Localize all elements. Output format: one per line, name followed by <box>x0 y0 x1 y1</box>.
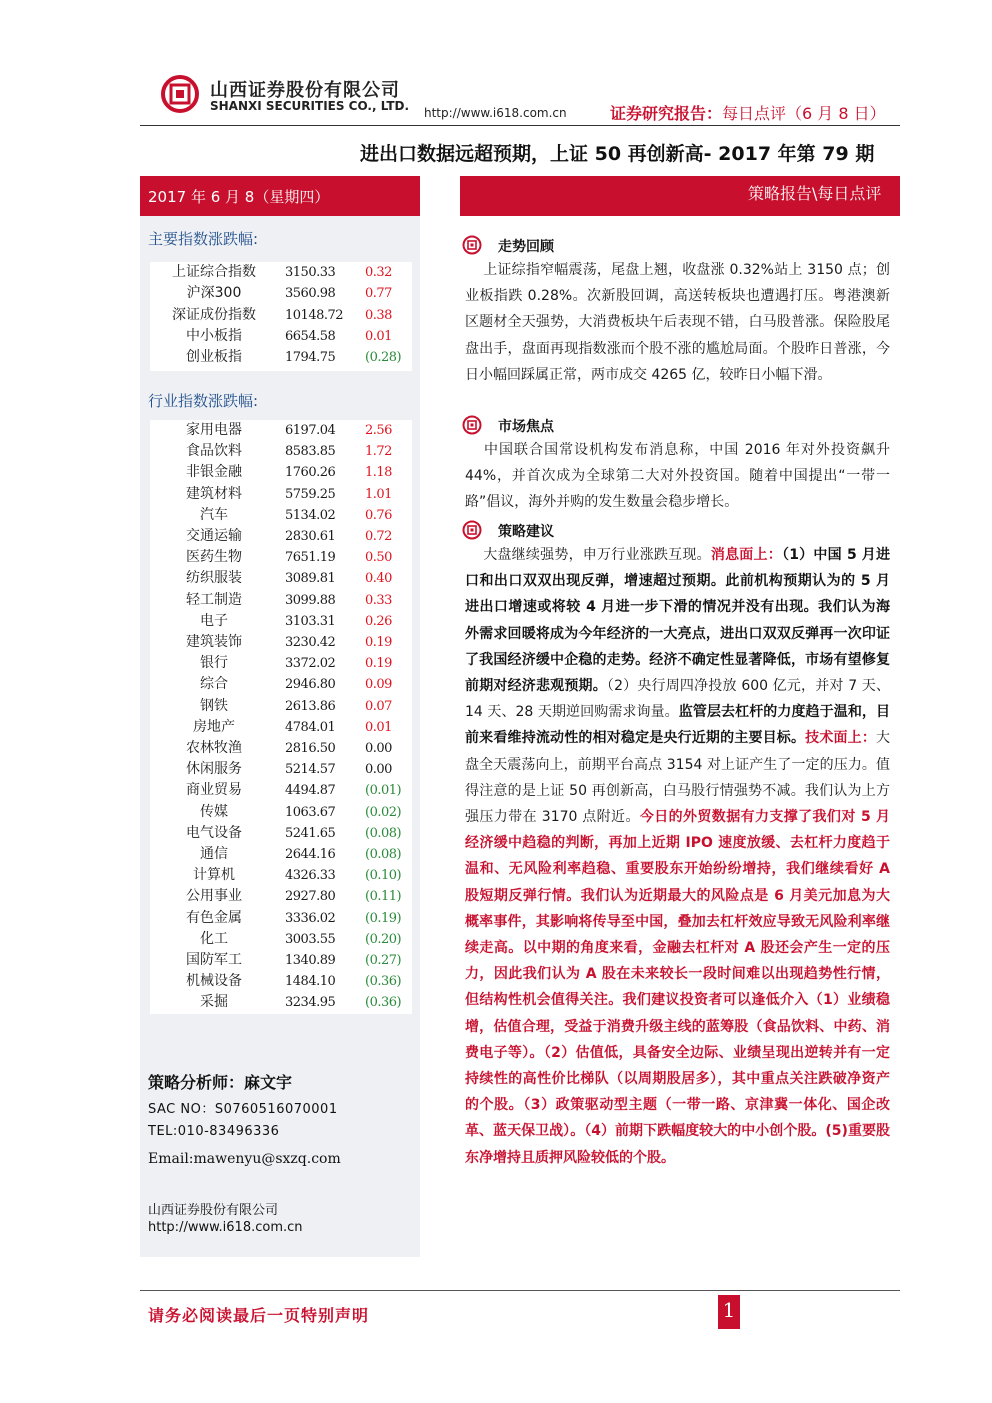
section-head-focus: 市场焦点 <box>498 419 554 435</box>
table-row <box>150 590 412 611</box>
index-value: 6197.04 <box>285 423 336 438</box>
index-name: 机械设备 <box>186 973 242 990</box>
index-value: 5134.02 <box>285 507 336 523</box>
index-name: 轻工制造 <box>186 591 242 608</box>
sidebar-company: 山西证券股份有限公司 <box>148 1203 279 1218</box>
index-change: 0.09 <box>365 677 392 693</box>
index-value: 4326.33 <box>285 868 336 884</box>
company-logo-icon <box>160 74 200 114</box>
main-index-table <box>150 262 412 371</box>
section-head-review: 走势回顾 <box>498 239 554 255</box>
review-text: 上证综指窄幅震荡，尾盘上翘，收盘涨 0.32%站上 3150 点；创业板指跌 0.28%。次新股回调，高送转板块也遭遇打压。粤港澳新区题材全天强势，大消费板块午后表现不错，白马股普涨。保险股尾盘出手，盘面再现指数涨而个股不涨的尴尬局面。个股昨日普涨，今日小幅回踩属正常，两市成交 4265 亿，较昨日小幅下滑。 <box>465 262 890 383</box>
index-value: 3003.55 <box>285 931 336 947</box>
index-value: 1484.10 <box>285 974 336 990</box>
index-value: 7651.19 <box>285 550 336 566</box>
strategy-label: 策略报告\每日点评 <box>748 184 882 203</box>
index-name: 沪深300 <box>186 285 242 302</box>
index-change: 1.01 <box>365 486 392 502</box>
advice-tech-label: 技术面上： <box>805 730 877 747</box>
table-row <box>150 844 412 865</box>
index-change: (0.10) <box>365 868 402 884</box>
section-bullet-icon <box>462 520 482 540</box>
table-row <box>150 283 412 304</box>
index-change: 1.72 <box>365 444 392 460</box>
sidebar-url[interactable]: http://www.i618.com.cn <box>148 1220 303 1235</box>
table-row <box>150 886 412 907</box>
index-value: 3372.02 <box>285 656 336 672</box>
index-change: 0.50 <box>365 550 392 566</box>
header-url[interactable]: http://www.i618.com.cn <box>424 106 567 120</box>
report-date: 2017 年 6 月 8（星期四） <box>148 188 330 206</box>
index-change: (0.08) <box>365 847 402 862</box>
table-row <box>150 674 412 695</box>
index-value: 3103.31 <box>285 613 336 629</box>
report-type-label: 证券研究报告： <box>610 104 723 123</box>
index-name: 房地产 <box>193 718 235 735</box>
index-value: 2644.16 <box>285 847 336 862</box>
index-change: 0.07 <box>365 698 392 714</box>
table-row <box>150 908 412 929</box>
index-change: (0.11) <box>365 889 402 905</box>
table-row <box>150 547 412 568</box>
index-change: 0.00 <box>365 741 392 756</box>
table-row <box>150 347 412 368</box>
index-value: 2816.50 <box>285 741 336 756</box>
index-value: 1760.26 <box>285 465 336 481</box>
index-name: 银行 <box>200 655 228 672</box>
index-name: 上证综合指数 <box>172 264 256 280</box>
table-row <box>150 929 412 950</box>
table-row <box>150 262 412 283</box>
advice-s3: （1）中国 5 月进口和出口双双出现反弹，增速超过预期。此前机构预期认为的 5 月进出口增速或将较 4 月进一步下滑的情况并没有出现。我们认为海外需求回暖将成为今年经济的一大亮点，进出口双双反弹再一次印证了我国经济缓中企稳的走势。经济不确定性显著降低，市场有望修复前期对经济悲观预期。 <box>465 547 891 695</box>
index-name: 交通运输 <box>186 528 242 544</box>
table-row <box>150 611 412 632</box>
index-change: 0.19 <box>365 656 392 672</box>
analyst-email[interactable]: Email:mawenyu@sxzq.com <box>148 1151 341 1167</box>
index-name: 纺织服装 <box>186 570 242 587</box>
index-change: (0.28) <box>365 350 402 366</box>
table-row <box>150 696 412 717</box>
index-change: 0.38 <box>365 307 392 323</box>
index-name: 计算机 <box>193 867 235 884</box>
index-name: 汽车 <box>200 506 228 523</box>
section-bullet-icon <box>462 415 482 435</box>
index-name: 综合 <box>200 676 228 693</box>
focus-paragraph <box>465 437 890 516</box>
report-type <box>610 101 886 124</box>
index-name: 采掘 <box>200 994 228 1011</box>
advice-s8: 今日的外贸数据有力支撑了我们对 5 月经济缓中趋稳的判断，再加上近期 IPO 速度放缓、去杠杆力度趋于温和、无风险利率趋稳、重要股东开始纷纷增持，我们继续看好 A 股短期反弹行情。我们认为近期最大的风险点是 6 月美元加息为大概率事件，其影响将传导至中国，叠加去杠杆效应导致无风险利率继续走高。以中期的角度来看，金融去杠杆对 A 股还会产生一定的压力，因此我们认为 A 股在未来较长一段时间难以出现趋势性行情，但结构性机会值得关注。我们建议投资者可以逢低介入（1）业绩稳增，估值合理，受益于消费升级主线的蓝筹股（食品饮料、中药、消费电子等）。（2）估值低，具备安全边际、业绩呈现出逆转并有一定持续性的高性价比梯队（以周期股居多），其中重点关注跌破净资产的个股。（3）政策驱动型主题（一带一路、京津冀一体化、国企改革、蓝天保卫战）。（4）前期下跌幅度较大的中小创个股。(5)重要股东净增持且质押风险较低的个股。 <box>465 809 890 1166</box>
index-change: 2.56 <box>365 423 392 438</box>
index-value: 2946.80 <box>285 677 336 693</box>
index-name: 农林牧渔 <box>186 740 242 756</box>
main-index-title: 主要指数涨跌幅: <box>148 230 259 248</box>
index-name: 建筑材料 <box>186 485 242 502</box>
advice-news-label: 消息面上： <box>710 547 782 563</box>
index-value: 3089.81 <box>285 571 336 587</box>
index-value: 8583.85 <box>285 444 336 460</box>
index-value: 1794.75 <box>285 350 336 366</box>
table-row <box>150 441 412 462</box>
index-change: (0.36) <box>365 995 402 1011</box>
index-value: 3230.42 <box>285 635 336 650</box>
index-name: 建筑装饰 <box>186 634 242 650</box>
table-row <box>150 738 412 759</box>
index-change: (0.02) <box>365 804 402 820</box>
table-row <box>150 505 412 526</box>
section-head-advice: 策略建议 <box>498 524 554 540</box>
analyst-phone: TEL:010-83496336 <box>148 1124 280 1139</box>
index-name: 食品饮料 <box>186 443 242 460</box>
index-name: 医药生物 <box>186 549 242 566</box>
index-change: 0.00 <box>365 762 392 778</box>
analyst-name: 策略分析师：麻文宇 <box>148 1073 293 1092</box>
index-name: 钢铁 <box>200 697 228 714</box>
index-change: 0.77 <box>365 286 392 302</box>
index-value: 3099.88 <box>285 592 336 608</box>
table-row <box>150 462 412 483</box>
index-name: 休闲服务 <box>186 761 242 778</box>
index-change: 0.72 <box>365 529 392 544</box>
index-change: (0.27) <box>365 953 402 968</box>
index-change: (0.01) <box>365 783 402 799</box>
report-type-sub: 每日点评（6 月 8 日） <box>722 104 886 123</box>
advice-s1: 大盘继续强势，申万行业涨跌互现。 <box>483 547 711 563</box>
industry-index-table <box>150 420 412 1014</box>
index-name: 创业板指 <box>186 349 242 366</box>
index-change: 0.19 <box>365 635 392 650</box>
index-value: 2830.61 <box>285 529 336 544</box>
index-name: 有色金属 <box>186 909 242 926</box>
index-change: 0.26 <box>365 613 392 629</box>
table-row <box>150 484 412 505</box>
header-divider <box>140 125 900 126</box>
index-name: 深证成份指数 <box>172 306 256 323</box>
index-change: 0.76 <box>365 507 392 523</box>
review-paragraph <box>465 257 890 388</box>
table-row <box>150 950 412 971</box>
table-row <box>150 823 412 844</box>
index-value: 1340.89 <box>285 953 336 968</box>
advice-s4: （2）央行周四净投放 600 亿元，并对 7 天、14 天、28 天期逆回购需求询量。 <box>465 678 890 721</box>
table-row <box>150 780 412 801</box>
index-change: (0.36) <box>365 974 402 990</box>
table-row <box>150 717 412 738</box>
index-change: (0.08) <box>365 825 402 841</box>
sac-number: SAC NO：S0760516070001 <box>148 1102 338 1117</box>
index-value: 3150.33 <box>285 265 336 280</box>
index-value: 4784.01 <box>285 719 336 735</box>
industry-index-title: 行业指数涨跌幅: <box>148 392 259 410</box>
index-name: 公用事业 <box>186 888 242 905</box>
table-row <box>150 568 412 589</box>
index-value: 3336.02 <box>285 910 336 926</box>
table-row <box>150 305 412 326</box>
index-name: 化工 <box>200 930 228 947</box>
advice-paragraph <box>465 542 890 1171</box>
index-name: 商业贸易 <box>186 782 242 799</box>
index-name: 电子 <box>200 612 228 629</box>
index-change: (0.19) <box>365 910 402 926</box>
table-row <box>150 326 412 347</box>
index-value: 6654.58 <box>285 328 336 344</box>
index-value: 10148.72 <box>285 307 344 323</box>
index-value: 5759.25 <box>285 486 336 502</box>
disclaimer-note: 请务必阅读最后一页特别声明 <box>148 1306 370 1325</box>
index-name: 国防军工 <box>186 952 242 968</box>
index-name: 中小板指 <box>186 327 242 344</box>
table-row <box>150 802 412 823</box>
section-bullet-icon <box>462 235 482 255</box>
index-change: 0.33 <box>365 592 392 608</box>
table-row <box>150 526 412 547</box>
table-row <box>150 759 412 780</box>
index-value: 5214.57 <box>285 762 336 778</box>
advice-s7: 大盘全天震荡向上，前期平台高点 3154 对上证产生了一定的压力。值得注意的是上证 50 再创新高，白马股行情强势不减。我们认为上方强压力带在 3170 点附近。 <box>465 730 891 826</box>
footer-divider <box>140 1290 900 1291</box>
index-name: 电气设备 <box>186 824 242 841</box>
table-row <box>150 420 412 441</box>
index-change: (0.20) <box>365 931 402 947</box>
table-row <box>150 992 412 1013</box>
index-change: 0.01 <box>365 719 392 735</box>
company-name-en: SHANXI SECURITIES CO., LTD. <box>210 99 410 113</box>
page-number: 1 <box>722 1298 736 1322</box>
advice-s5: 监管层去杠杆的力度趋于温和，目前来看维持流动性的相对稳定是央行近期的主要目标。 <box>465 704 890 747</box>
index-value: 5241.65 <box>285 825 336 841</box>
table-row <box>150 971 412 992</box>
index-value: 3234.95 <box>285 995 336 1011</box>
index-value: 3560.98 <box>285 286 336 302</box>
index-change: 0.40 <box>365 571 392 587</box>
index-name: 传媒 <box>200 803 228 820</box>
index-value: 2613.86 <box>285 698 336 714</box>
index-value: 2927.80 <box>285 889 336 905</box>
index-value: 4494.87 <box>285 783 336 799</box>
index-change: 0.01 <box>365 328 392 344</box>
index-value: 1063.67 <box>285 804 336 820</box>
index-change: 1.18 <box>365 465 392 481</box>
focus-text: 中国联合国常设机构发布消息称，中国 2016 年对外投资飙升 44%，并首次成为全球第二大对外投资国。随着中国提出“一带一路”倡议，海外并购的发生数量会稳步增长。 <box>465 442 890 511</box>
index-name: 非银金融 <box>186 464 242 481</box>
table-row <box>150 632 412 653</box>
index-change: 0.32 <box>365 265 392 280</box>
document-title: 进出口数据远超预期，上证 50 再创新高- 2017 年第 79 期 <box>360 143 875 165</box>
table-row <box>150 653 412 674</box>
company-name-cn: 山西证券股份有限公司 <box>210 80 400 101</box>
table-row <box>150 865 412 886</box>
index-name: 通信 <box>200 846 228 862</box>
index-name: 家用电器 <box>186 422 242 438</box>
